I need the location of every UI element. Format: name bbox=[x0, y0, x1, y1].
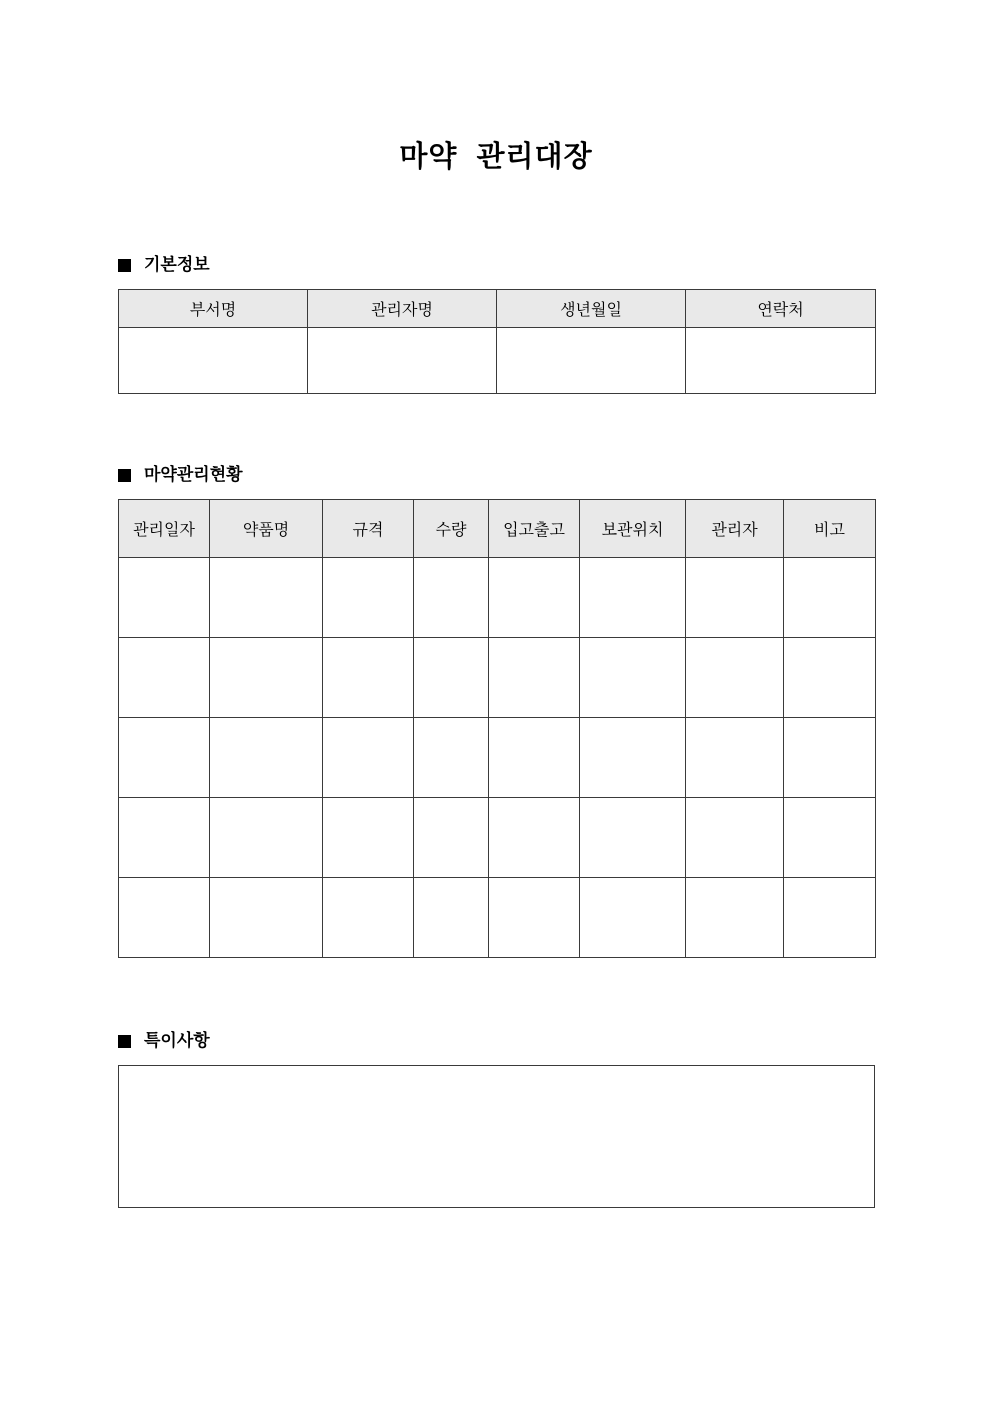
table-cell[interactable] bbox=[686, 798, 784, 878]
table-cell[interactable] bbox=[414, 558, 489, 638]
table-cell[interactable] bbox=[323, 878, 414, 958]
table-cell[interactable] bbox=[784, 878, 876, 958]
table-cell[interactable] bbox=[210, 878, 323, 958]
status-heading-label: 마약관리현황 bbox=[144, 465, 243, 485]
table-cell[interactable] bbox=[686, 718, 784, 798]
table-cell[interactable] bbox=[784, 798, 876, 878]
status-heading bbox=[118, 463, 243, 487]
table-cell[interactable] bbox=[119, 718, 210, 798]
table-cell[interactable] bbox=[323, 558, 414, 638]
table-cell[interactable] bbox=[580, 638, 686, 718]
table-row bbox=[119, 638, 876, 718]
basic-info-heading-label: 기본정보 bbox=[144, 255, 210, 275]
notes-heading bbox=[118, 1029, 210, 1053]
square-bullet-icon bbox=[118, 469, 131, 482]
column-header-manager: 관리자 bbox=[686, 500, 784, 558]
column-header-contact: 연락처 bbox=[686, 290, 876, 328]
status-header-row bbox=[119, 500, 876, 558]
basic-info-header-row bbox=[119, 290, 876, 328]
table-cell[interactable] bbox=[489, 878, 580, 958]
column-header-department: 부서명 bbox=[119, 290, 308, 328]
table-cell[interactable] bbox=[119, 638, 210, 718]
table-cell[interactable] bbox=[414, 718, 489, 798]
column-header-storage-location: 보관위치 bbox=[580, 500, 686, 558]
document-title: 마약 관리대장 bbox=[399, 139, 593, 173]
table-row bbox=[119, 878, 876, 958]
table-cell[interactable] bbox=[686, 638, 784, 718]
table-cell[interactable] bbox=[210, 638, 323, 718]
table-cell[interactable] bbox=[323, 638, 414, 718]
table-cell[interactable] bbox=[210, 798, 323, 878]
table-cell[interactable] bbox=[489, 638, 580, 718]
table-row bbox=[119, 718, 876, 798]
department-field[interactable] bbox=[119, 328, 308, 394]
table-cell[interactable] bbox=[580, 878, 686, 958]
notes-field[interactable] bbox=[118, 1065, 875, 1208]
contact-field[interactable] bbox=[686, 328, 876, 394]
table-cell[interactable] bbox=[489, 718, 580, 798]
table-cell[interactable] bbox=[323, 798, 414, 878]
table-cell[interactable] bbox=[580, 798, 686, 878]
column-header-quantity: 수량 bbox=[414, 500, 489, 558]
column-header-remarks: 비고 bbox=[784, 500, 876, 558]
column-header-birthdate: 생년월일 bbox=[497, 290, 686, 328]
birthdate-field[interactable] bbox=[497, 328, 686, 394]
table-cell[interactable] bbox=[580, 558, 686, 638]
table-cell[interactable] bbox=[489, 798, 580, 878]
table-cell[interactable] bbox=[784, 718, 876, 798]
notes-heading-label: 특이사항 bbox=[144, 1031, 210, 1051]
basic-info-input-row bbox=[119, 328, 876, 394]
table-row bbox=[119, 558, 876, 638]
column-header-manager-name: 관리자명 bbox=[308, 290, 497, 328]
table-cell[interactable] bbox=[784, 558, 876, 638]
square-bullet-icon bbox=[118, 1035, 131, 1048]
basic-info-heading bbox=[118, 253, 210, 277]
table-cell[interactable] bbox=[784, 638, 876, 718]
table-cell[interactable] bbox=[414, 798, 489, 878]
manager-name-field[interactable] bbox=[308, 328, 497, 394]
square-bullet-icon bbox=[118, 259, 131, 272]
column-header-spec: 규격 bbox=[323, 500, 414, 558]
table-cell[interactable] bbox=[210, 718, 323, 798]
column-header-date: 관리일자 bbox=[119, 500, 210, 558]
table-cell[interactable] bbox=[119, 558, 210, 638]
table-cell[interactable] bbox=[210, 558, 323, 638]
basic-info-table bbox=[118, 289, 876, 394]
table-cell[interactable] bbox=[686, 558, 784, 638]
table-cell[interactable] bbox=[414, 878, 489, 958]
drug-management-table bbox=[118, 499, 876, 958]
table-cell[interactable] bbox=[119, 798, 210, 878]
table-cell[interactable] bbox=[686, 878, 784, 958]
column-header-in-out: 입고출고 bbox=[489, 500, 580, 558]
table-cell[interactable] bbox=[119, 878, 210, 958]
column-header-drug-name: 약품명 bbox=[210, 500, 323, 558]
table-cell[interactable] bbox=[323, 718, 414, 798]
table-row bbox=[119, 798, 876, 878]
table-cell[interactable] bbox=[580, 718, 686, 798]
table-cell[interactable] bbox=[414, 638, 489, 718]
table-cell[interactable] bbox=[489, 558, 580, 638]
